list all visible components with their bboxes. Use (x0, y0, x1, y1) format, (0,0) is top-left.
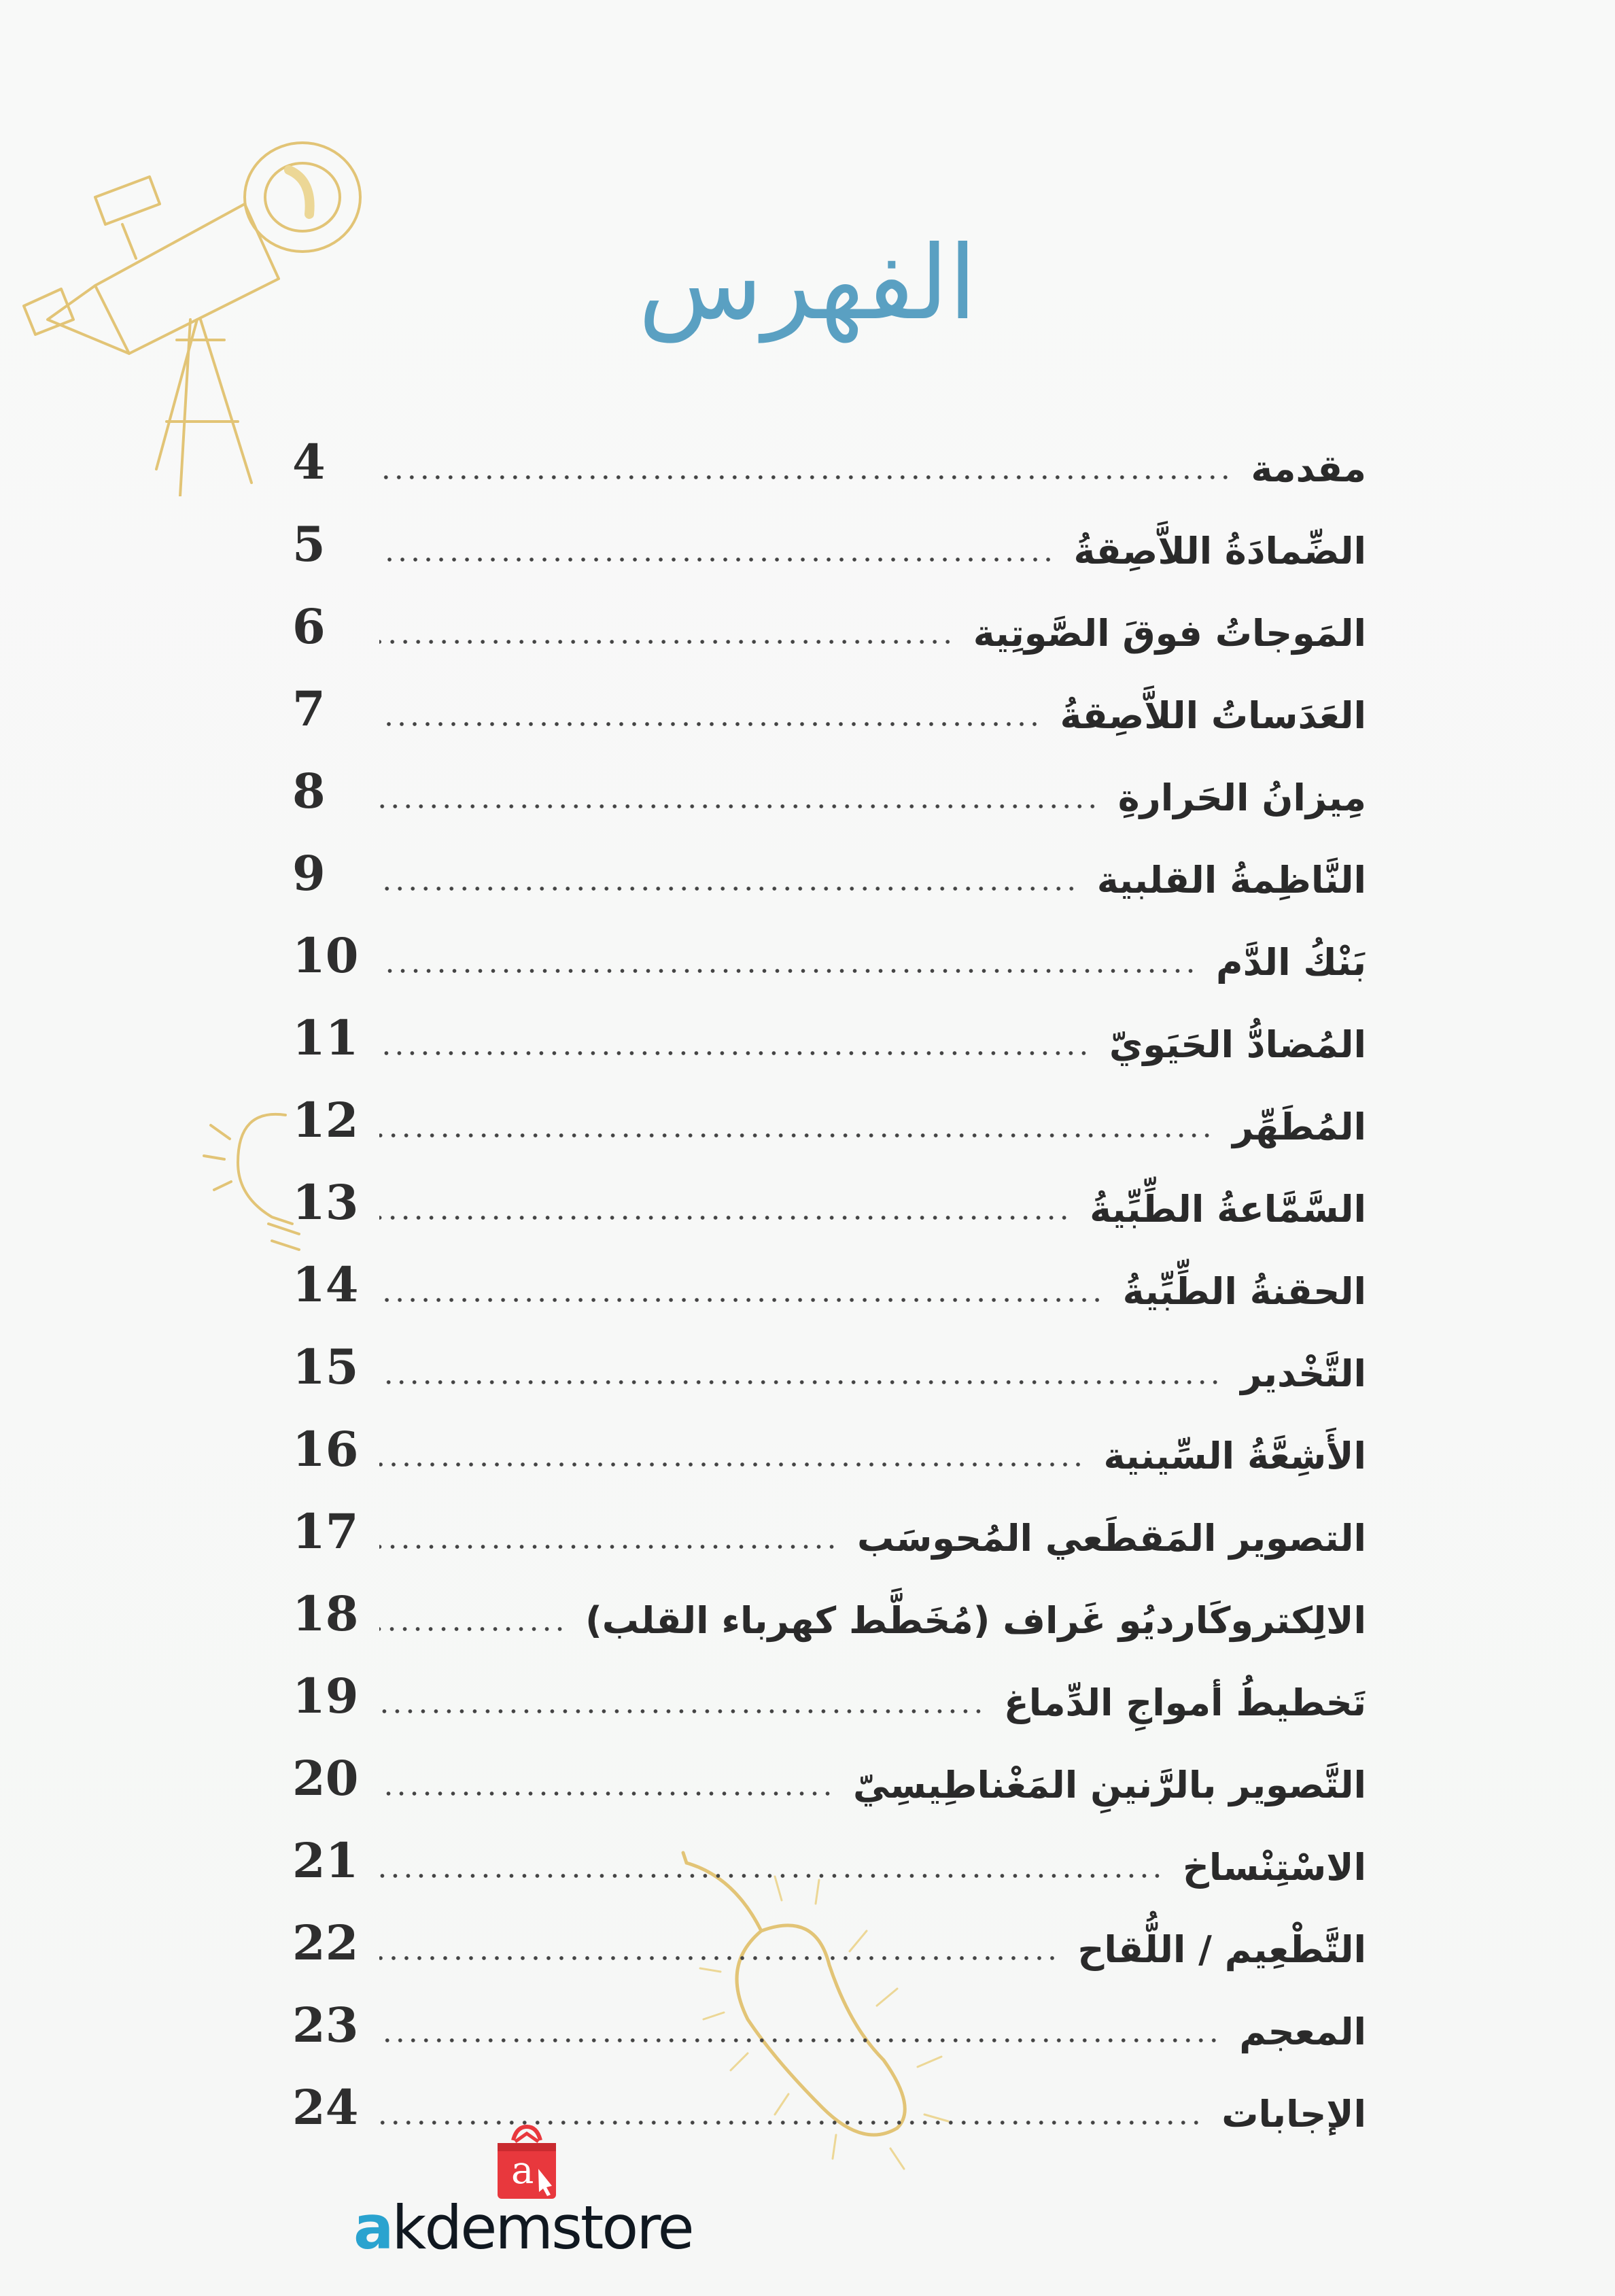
toc-row (292, 1326, 1366, 1409)
dot-leader (379, 2037, 1220, 2044)
toc-row (292, 1244, 1366, 1326)
dot-leader (379, 1543, 838, 1550)
toc-page-number: 11 (292, 1010, 359, 1066)
toc-row (292, 1409, 1366, 1491)
toc-row (292, 1573, 1366, 1656)
gift-bag-letter: a (511, 2148, 534, 2193)
dot-leader (379, 803, 1099, 810)
toc-row (292, 1656, 1366, 1738)
toc-entry-title: مِيزانُ الحَرارةِ (1117, 776, 1366, 819)
table-of-contents (292, 422, 1366, 2149)
toc-page-number: 21 (292, 1832, 359, 1889)
toc-page-number: 15 (292, 1339, 359, 1395)
toc-page-number: 19 (292, 1668, 359, 1724)
toc-page-number: 5 (292, 516, 326, 572)
dot-leader (379, 1872, 1164, 1879)
toc-row (292, 915, 1366, 997)
toc-page-number: 16 (292, 1421, 359, 1477)
toc-page-number: 6 (292, 598, 326, 655)
toc-page-number: 24 (292, 2079, 359, 2136)
toc-row (292, 1491, 1366, 1573)
toc-row (292, 833, 1366, 915)
toc-page-number: 14 (292, 1256, 359, 1313)
toc-page-number: 20 (292, 1750, 359, 1806)
toc-row (292, 1985, 1366, 2067)
toc-page-number: 7 (292, 681, 326, 737)
toc-row (292, 422, 1366, 504)
toc-row (292, 1738, 1366, 1820)
toc-entry-title: التَّطْعِيم / اللُّقاح (1077, 1928, 1366, 1971)
toc-row (292, 997, 1366, 1080)
dot-leader (379, 1214, 1071, 1221)
toc-row (292, 668, 1366, 751)
toc-page-number: 18 (292, 1586, 359, 1642)
dot-leader (379, 1297, 1104, 1303)
toc-entry-title: الحقنةُ الطِّبِّيةُ (1122, 1270, 1366, 1313)
dot-leader (379, 474, 1232, 481)
toc-page-number: 9 (292, 845, 326, 902)
dot-leader (379, 1790, 834, 1797)
store-logo (353, 2121, 720, 2271)
toc-row (292, 504, 1366, 586)
toc-entry-title: الالِكتروكَارديُو غَراف (مُخَطَّط كهرباء القلب) (585, 1599, 1366, 1642)
dot-leader (379, 1708, 985, 1715)
toc-entry-title: المَوجاتُ فوقَ الصَّوتِية (973, 612, 1366, 655)
toc-entry-title: تَخطيطُ أمواجِ الدِّماغ (1003, 1681, 1366, 1724)
toc-entry-title: الاسْتِنْساخ (1182, 1846, 1366, 1889)
logo-wordmark: kdemstore (392, 2193, 693, 2263)
toc-page-number: 17 (292, 1503, 359, 1560)
dot-leader (379, 1461, 1085, 1468)
dot-leader (379, 1626, 566, 1632)
toc-entry-title: مقدمة (1251, 447, 1366, 490)
toc-entry-title: بَنْكُ الدَّم (1216, 941, 1366, 984)
dot-leader (379, 1955, 1058, 1961)
dot-leader (379, 1050, 1090, 1057)
toc-entry-title: العَدَساتُ اللاَّصِقةُ (1060, 694, 1366, 737)
toc-page-number: 13 (292, 1174, 359, 1231)
dot-leader (379, 721, 1041, 727)
toc-row (292, 751, 1366, 833)
store-logo-text (353, 2193, 693, 2263)
dot-leader (379, 885, 1078, 892)
toc-page-number: 23 (292, 1997, 359, 2053)
toc-entry-title: التصوير المَقطَعي المُحوسَب (857, 1517, 1366, 1560)
toc-entry-title: المُطَهِّر (1232, 1106, 1366, 1148)
toc-entry-title: المُضادُّ الحَيَويّ (1109, 1023, 1366, 1066)
dot-leader (379, 967, 1197, 974)
toc-entry-title: الإجابات (1221, 2093, 1366, 2136)
toc-entry-title: السَّمَّاعةُ الطِّبِّيةُ (1090, 1188, 1366, 1231)
toc-row (292, 1820, 1366, 1902)
toc-page-number: 4 (292, 434, 326, 490)
logo-letter-a: a (353, 2193, 392, 2263)
toc-row (292, 586, 1366, 668)
toc-row (292, 1080, 1366, 1162)
toc-entry-title: الضِّمادَةُ اللاَّصِقةُ (1073, 530, 1366, 572)
toc-entry-title: النَّاظِمةُ القلبية (1096, 859, 1366, 902)
toc-entry-title: المعجم (1239, 2010, 1366, 2053)
toc-page-number: 8 (292, 763, 326, 819)
toc-entry-title: التَّصوير بالرَّنينِ المَغْناطِيسِيّ (853, 1764, 1366, 1806)
dot-leader (379, 556, 1055, 563)
page-title: الفهرس (638, 224, 977, 343)
toc-entry-title: الأَشِعَّةُ السِّينية (1103, 1435, 1366, 1477)
toc-row (292, 1162, 1366, 1244)
toc-page-number: 10 (292, 927, 359, 984)
dot-leader (379, 1132, 1213, 1139)
dot-leader (379, 638, 954, 645)
toc-page-number: 12 (292, 1092, 359, 1148)
toc-page-number: 22 (292, 1915, 359, 1971)
toc-row (292, 1902, 1366, 1985)
toc-entry-title: التَّخْدير (1240, 1352, 1366, 1395)
dot-leader (379, 1379, 1221, 1386)
